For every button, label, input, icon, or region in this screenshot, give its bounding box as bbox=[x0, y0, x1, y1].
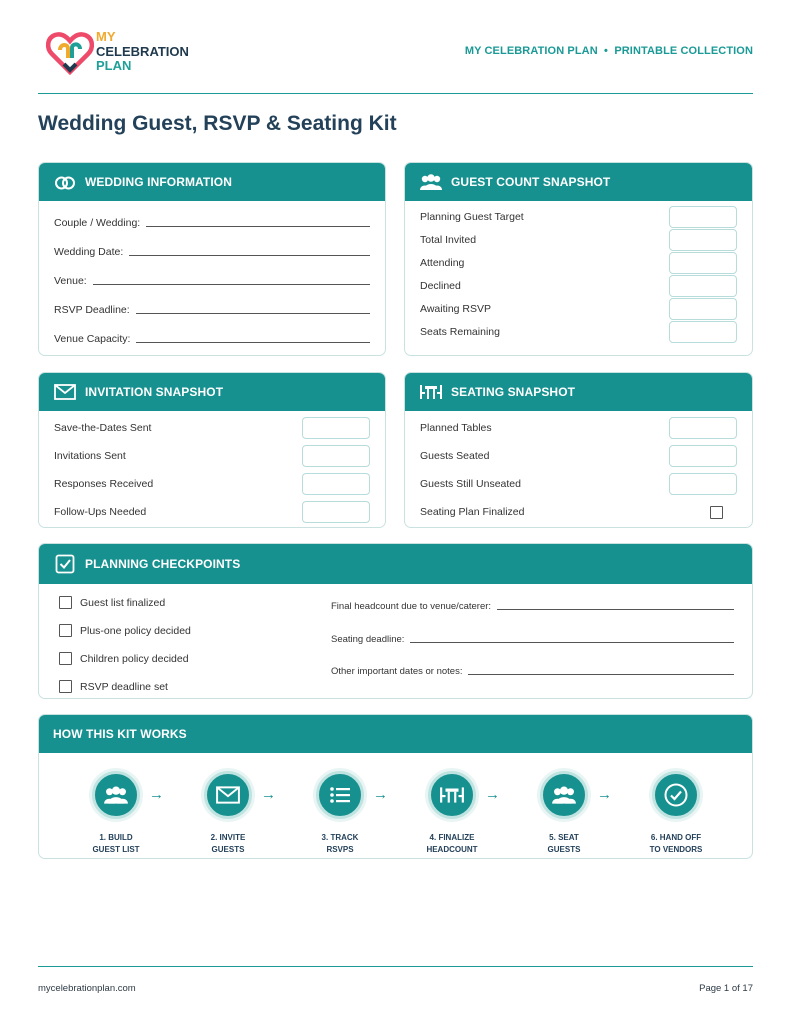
collection-label: MY CELEBRATION PLAN • PRINTABLE COLLECTION bbox=[464, 45, 753, 57]
venue-capacity-field[interactable] bbox=[54, 327, 370, 345]
section-heading: SEATING SNAPSHOT bbox=[451, 385, 576, 399]
invitation-snapshot-card bbox=[38, 372, 386, 528]
wedding-information-header bbox=[39, 163, 385, 201]
checkpoint-label: Guest list finalized bbox=[80, 596, 166, 609]
arrow-icon: → bbox=[261, 786, 276, 803]
row-label: Awaiting RSVP bbox=[420, 303, 492, 315]
wedding-information-card bbox=[38, 162, 386, 356]
count-input-box[interactable] bbox=[669, 229, 737, 251]
step-caption bbox=[300, 832, 380, 855]
row-label: Responses Received bbox=[54, 478, 154, 490]
page-footer bbox=[38, 966, 753, 994]
guest-count-row bbox=[420, 252, 737, 274]
rsvp-deadline-field[interactable] bbox=[54, 298, 370, 316]
step-track-rsvps bbox=[300, 771, 380, 855]
field-label: Venue Capacity: bbox=[54, 333, 131, 345]
table-chairs-icon bbox=[419, 381, 443, 403]
step-finalize-headcount bbox=[412, 771, 492, 855]
seating-row bbox=[420, 473, 737, 495]
field-label: Wedding Date: bbox=[54, 246, 124, 258]
seating-snapshot-header bbox=[405, 373, 752, 411]
invitation-snapshot-header bbox=[39, 373, 385, 411]
step-caption-line: RSVPS bbox=[326, 844, 354, 854]
step-caption-line: HEADCOUNT bbox=[426, 844, 478, 854]
write-line[interactable] bbox=[93, 273, 370, 285]
checkpoint-checkbox[interactable] bbox=[59, 596, 72, 609]
invitation-row bbox=[54, 473, 370, 495]
row-label: Attending bbox=[420, 257, 465, 269]
step-caption bbox=[188, 832, 268, 855]
guest-count-card bbox=[404, 162, 753, 356]
count-input-box[interactable] bbox=[302, 417, 370, 439]
footer-website: mycelebrationplan.com bbox=[38, 983, 136, 994]
logo-line-2: CELEBRATION bbox=[96, 43, 189, 59]
section-heading: GUEST COUNT SNAPSHOT bbox=[451, 175, 611, 189]
field-label: RSVP Deadline: bbox=[54, 304, 130, 316]
other-dates-field[interactable] bbox=[331, 659, 734, 677]
logo-line-1: MY bbox=[96, 29, 116, 44]
field-label: Seating deadline: bbox=[331, 634, 405, 645]
count-input-box[interactable] bbox=[302, 473, 370, 495]
guest-count-row bbox=[420, 321, 737, 343]
checkpoint-label: Plus-one policy decided bbox=[80, 624, 191, 637]
guest-count-row bbox=[420, 229, 737, 251]
row-label: Guests Still Unseated bbox=[420, 478, 521, 490]
page-number: Page 1 of 17 bbox=[699, 983, 753, 994]
count-input-box[interactable] bbox=[669, 206, 737, 228]
wedding-date-field[interactable] bbox=[54, 240, 370, 258]
checkpoint-item[interactable] bbox=[59, 680, 168, 693]
step-seat-guests bbox=[524, 771, 604, 855]
count-input-box[interactable] bbox=[669, 275, 737, 297]
row-label: Invitations Sent bbox=[54, 450, 126, 462]
envelope-icon bbox=[53, 381, 77, 403]
invitation-row bbox=[54, 501, 370, 523]
section-heading: INVITATION SNAPSHOT bbox=[85, 385, 224, 399]
page-header bbox=[38, 26, 753, 94]
checkpoint-checkbox[interactable] bbox=[59, 624, 72, 637]
checkpoint-checkbox[interactable] bbox=[59, 652, 72, 665]
count-input-box[interactable] bbox=[669, 252, 737, 274]
step-hand-off-to-vendors bbox=[636, 771, 716, 855]
step-caption-line: 5. SEAT bbox=[549, 833, 579, 842]
arrow-icon: → bbox=[149, 786, 164, 803]
how-this-kit-works-header bbox=[39, 715, 752, 753]
row-label: Total Invited bbox=[420, 234, 477, 246]
count-input-box[interactable] bbox=[669, 417, 737, 439]
row-label: Follow-Ups Needed bbox=[54, 506, 147, 518]
step-caption-line: TO VENDORS bbox=[649, 844, 703, 854]
seating-row bbox=[420, 417, 737, 439]
row-label: Seating Plan Finalized bbox=[420, 506, 525, 518]
step-caption-line: 4. FINALIZE bbox=[429, 833, 475, 842]
checkbox-icon bbox=[53, 553, 77, 575]
logo-wordmark bbox=[96, 30, 189, 74]
step-caption-line: 3. TRACK bbox=[321, 833, 359, 842]
section-heading: PLANNING CHECKPOINTS bbox=[85, 557, 241, 571]
rings-icon bbox=[53, 171, 77, 193]
step-caption-line: 6. HAND OFF bbox=[650, 833, 702, 842]
write-line[interactable] bbox=[146, 215, 370, 227]
checkpoint-label: Children policy decided bbox=[80, 652, 189, 665]
row-label: Seats Remaining bbox=[420, 326, 500, 338]
invitation-row bbox=[54, 445, 370, 467]
arrow-icon: → bbox=[373, 786, 388, 803]
step-invite-guests bbox=[188, 771, 268, 855]
step-caption bbox=[636, 832, 716, 855]
step-build-guest-list bbox=[76, 771, 156, 855]
step-caption bbox=[76, 832, 156, 855]
check-circle-icon bbox=[652, 771, 700, 819]
people-icon bbox=[540, 771, 588, 819]
row-label: Guests Seated bbox=[420, 450, 490, 462]
step-caption-line: 1. BUILD bbox=[99, 833, 133, 842]
step-caption bbox=[524, 832, 604, 855]
field-label: Final headcount due to venue/caterer: bbox=[331, 601, 492, 612]
checkpoint-item[interactable] bbox=[59, 596, 165, 609]
seating-row bbox=[420, 445, 737, 467]
arrow-icon: → bbox=[597, 786, 612, 803]
field-label: Couple / Wedding: bbox=[54, 217, 141, 229]
seating-deadline-field[interactable] bbox=[331, 627, 734, 645]
row-label: Declined bbox=[420, 280, 461, 292]
page-title: Wedding Guest, RSVP & Seating Kit bbox=[38, 112, 397, 135]
couple-field[interactable] bbox=[54, 211, 370, 229]
invitation-row bbox=[54, 417, 370, 439]
checkpoint-item[interactable] bbox=[59, 624, 191, 637]
heart-logo-icon bbox=[44, 28, 96, 76]
checkpoint-checkbox[interactable] bbox=[59, 680, 72, 693]
count-input-box[interactable] bbox=[669, 298, 737, 320]
seating-finalized-row bbox=[420, 501, 737, 523]
count-input-box[interactable] bbox=[669, 445, 737, 467]
planning-checkpoints-card bbox=[38, 543, 753, 699]
row-label: Planning Guest Target bbox=[420, 211, 524, 223]
headcount-due-field[interactable] bbox=[331, 594, 734, 612]
step-caption bbox=[412, 832, 492, 855]
section-heading: HOW THIS KIT WORKS bbox=[53, 727, 187, 741]
row-label: Planned Tables bbox=[420, 422, 492, 434]
write-line[interactable] bbox=[129, 244, 370, 256]
write-line[interactable] bbox=[497, 598, 734, 610]
step-caption-line: GUESTS bbox=[547, 844, 581, 854]
step-caption-line: 2. INVITE bbox=[210, 833, 246, 842]
count-input-box[interactable] bbox=[669, 321, 737, 343]
planning-checkpoints-header bbox=[39, 544, 752, 584]
count-input-box[interactable] bbox=[302, 445, 370, 467]
seating-finalized-checkbox[interactable] bbox=[710, 506, 723, 519]
checkpoint-item[interactable] bbox=[59, 652, 189, 665]
table-icon bbox=[428, 771, 476, 819]
step-caption-line: GUESTS bbox=[211, 844, 245, 854]
list-icon bbox=[316, 771, 364, 819]
checkpoint-label: RSVP deadline set bbox=[80, 680, 168, 693]
seating-snapshot-card bbox=[404, 372, 753, 528]
section-heading: WEDDING INFORMATION bbox=[85, 175, 232, 189]
venue-field[interactable] bbox=[54, 269, 370, 287]
row-label: Save-the-Dates Sent bbox=[54, 422, 152, 434]
count-input-box[interactable] bbox=[302, 501, 370, 523]
count-input-box[interactable] bbox=[669, 473, 737, 495]
how-this-kit-works-card bbox=[38, 714, 753, 859]
write-line[interactable] bbox=[136, 331, 370, 343]
write-line[interactable] bbox=[136, 302, 370, 314]
guest-count-row bbox=[420, 275, 737, 297]
people-icon bbox=[92, 771, 140, 819]
step-caption-line: GUEST LIST bbox=[92, 844, 140, 854]
guest-count-row bbox=[420, 206, 737, 228]
guest-count-header bbox=[405, 163, 752, 201]
envelope-icon bbox=[204, 771, 252, 819]
logo-line-3: PLAN bbox=[96, 58, 132, 73]
write-line[interactable] bbox=[410, 631, 734, 643]
write-line[interactable] bbox=[468, 663, 734, 675]
arrow-icon: → bbox=[485, 786, 500, 803]
people-icon bbox=[419, 171, 443, 193]
field-label: Other important dates or notes: bbox=[331, 666, 463, 677]
guest-count-row bbox=[420, 298, 737, 320]
field-label: Venue: bbox=[54, 275, 87, 287]
